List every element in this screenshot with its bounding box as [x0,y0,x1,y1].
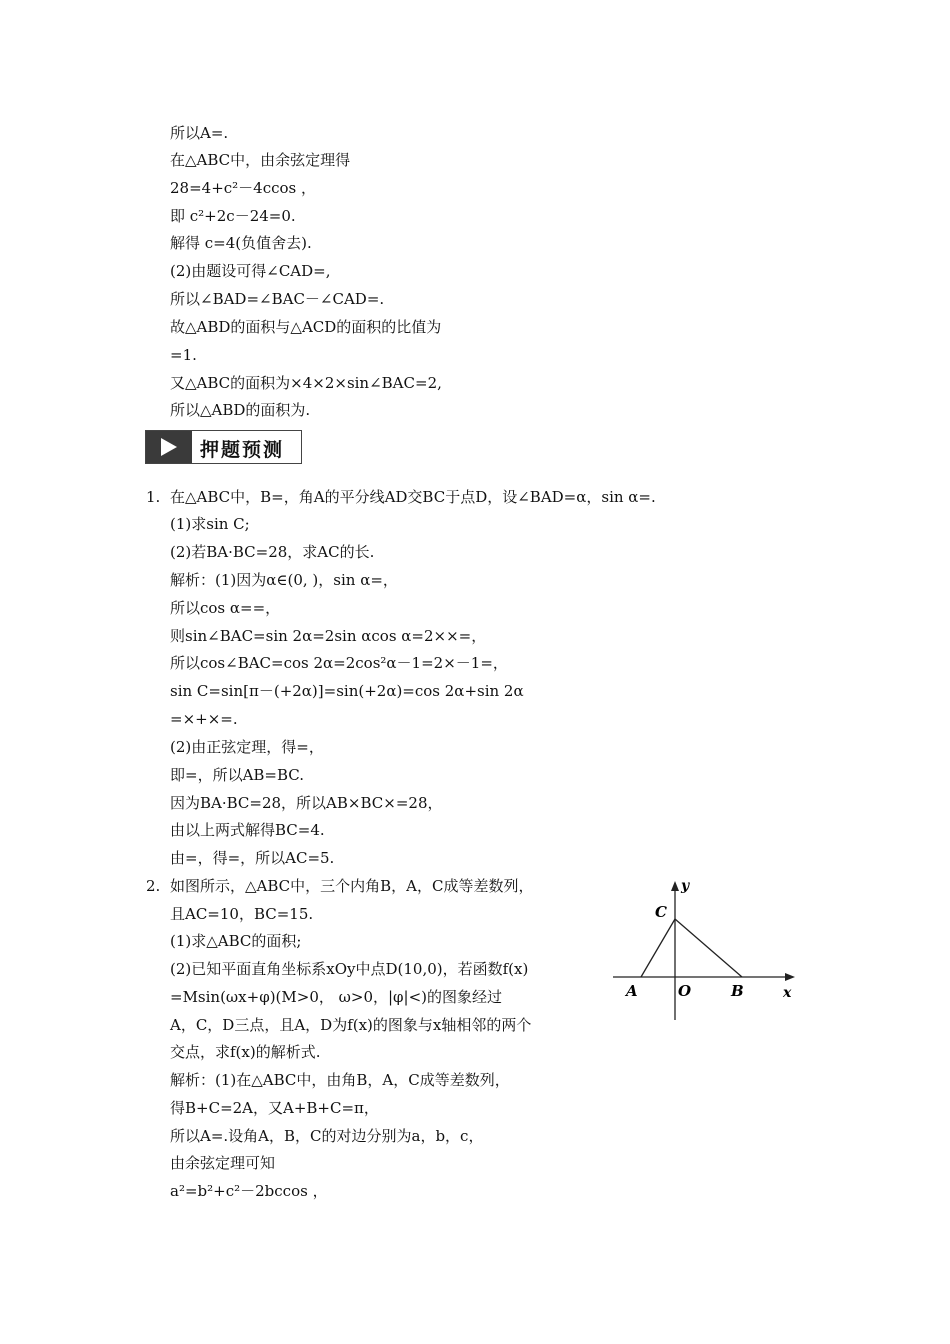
triangle-diagram [605,872,805,1027]
problem-line: 所以cos α==， [170,599,281,617]
problem-line: 因为BA·BC=28，所以AB×BC×=28， [170,794,443,812]
play-triangle-icon [146,431,192,463]
x-axis-label: x [783,985,792,1001]
problem-line: 交点，求f(x)的解析式. [170,1043,321,1061]
problem-stem: 在△ABC中，B=，角A的平分线AD交BC于点D，设∠BAD=α，sin α=. [170,488,656,506]
problem-line: 所以cos∠BAC=cos 2α=2cos²α－1=2×－1=， [170,654,508,672]
problem-line: 即=，所以AB=BC. [170,766,305,784]
solution-line: 所以A=. [170,124,229,142]
solution-line: 所以△ABD的面积为. [170,401,311,419]
y-axis-label: y [681,878,690,894]
problem-line: A，C，D三点，且A，D为f(x)的图象与x轴相邻的两个 [170,1016,532,1034]
problem-number: 1. [146,488,161,506]
origin-label: O [678,982,692,1000]
point-c-label: C [655,903,667,921]
problem-line: 由=，得=，所以AC=5. [170,849,335,867]
problem-line: =Msin(ωx+φ)(M>0， ω>0，|φ|<)的图象经过 [170,988,503,1006]
point-a-label: A [626,982,638,1000]
solution-line: 又△ABC的面积为×4×2×sin∠BAC=2, [170,374,442,392]
problem-line: 则sin∠BAC=sin 2α=2sin αcos α=2××=， [170,627,487,645]
problem-line: 得B+C=2A，又A+B+C=π， [170,1099,379,1117]
side-ac [641,919,675,977]
solution-line: 即 c²+2c－24=0. [170,207,296,225]
problem-line: 所以A=.设角A，B，C的对边分别为a，b，c， [170,1127,484,1145]
solution-line: 28=4+c²－4ccos ， [170,179,317,197]
point-b-label: B [731,982,744,1000]
solution-line: 所以∠BAD=∠BAC－∠CAD=. [170,290,385,308]
section-title: 押题预测 [200,439,285,461]
problem-line: (2)若BA·BC=28，求AC的长. [170,543,375,561]
solution-line: 故△ABD的面积与△ACD的面积的比值为 [170,318,442,336]
y-axis-arrow-icon [671,881,679,891]
problem-number: 2. [146,877,161,895]
solution-line: 在△ABC中，由余弦定理得 [170,151,351,169]
solution-line: (2)由题设可得∠CAD=, [170,262,331,280]
x-axis-arrow-icon [785,973,795,981]
problem-line: sin C=sin[π－(+2α)]=sin(+2α)=cos 2α+sin 2α [170,682,524,700]
problem-line: a²=b²+c²－2bccos ， [170,1182,328,1200]
problem-line: 解析：(1)在△ABC中，由角B，A，C成等差数列， [170,1071,510,1089]
problem-line: 由以上两式解得BC=4. [170,821,325,839]
solution-line: 解得 c=4(负值舍去). [170,234,312,252]
problem-line: =×+×=. [170,710,238,728]
side-cb [675,919,742,977]
solution-line: =1. [170,346,197,364]
problem-stem: 如图所示，△ABC中，三个内角B，A，C成等差数列， [170,877,534,895]
problem-line: (1)求△ABC的面积; [170,932,302,950]
problem-line: (2)由正弦定理，得=， [170,738,324,756]
section-header [145,430,302,464]
problem-line: 解析：(1)因为α∈(0, )，sin α=， [170,571,398,589]
problem-line: (1)求sin C; [170,515,250,533]
problem-line: (2)已知平面直角坐标系xOy中点D(10,0)，若函数f(x) [170,960,529,978]
problem-line: 且AC=10，BC=15. [170,905,314,923]
problem-line: 由余弦定理可知 [170,1154,276,1172]
